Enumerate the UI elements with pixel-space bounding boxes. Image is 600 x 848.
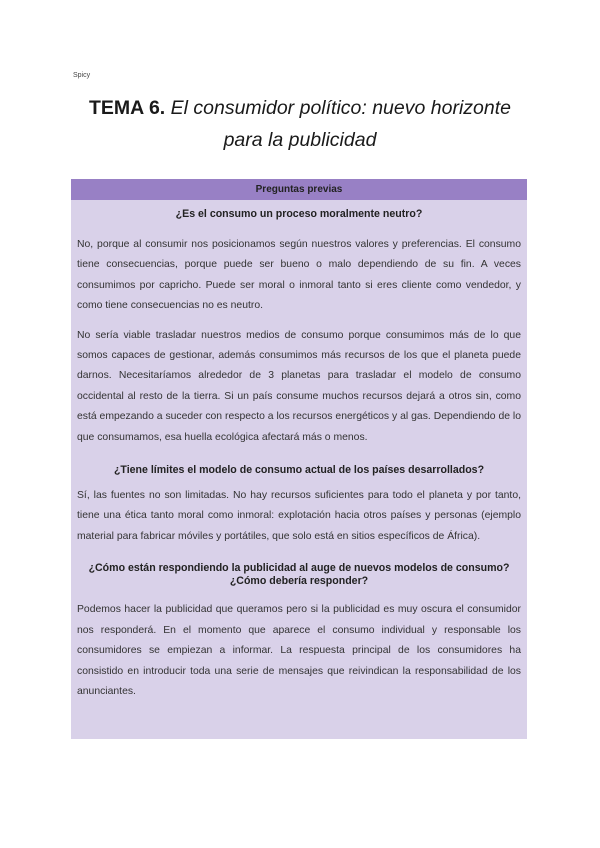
answer-paragraph-4: Podemos hacer la publicidad que queramos pero si la publicidad es muy oscura el consumidor nos responderá. En el momento que aparece el consumo individual y responsable los consumidores se empiezan a informar. La respuesta principal de los consumidores ha consistido en introducir toda una serie de mensajes que reivindican la responsabilidad de los anunciantes. [77,604,521,697]
title-text: El consumidor político: nuevo horizonte [170,97,511,119]
title-line-1 [60,92,540,124]
page-title [60,92,540,156]
question-2: ¿Tiene límites el modelo de consumo actual de los países desarrollados? [113,464,485,477]
question-3-line-1: ¿Cómo están respondiendo la publicidad al auge de nuevos modelos de consumo? [88,562,510,575]
answer-paragraph-3: Sí, las fuentes no son limitadas. No hay recursos suficientes para todo el planeta y por tanto, tiene una ética tanto moral como inmoral: explotación hacia otros países y personas (ejemplo material para fabricar móviles y portátiles, que solo está en sitios específicos de África). [77,490,521,542]
title-line-2: para la publicidad [223,129,377,151]
box-header: Preguntas previas [71,179,527,200]
question-3 [71,562,527,588]
answer-paragraph-1: No, porque al consumir nos posicionamos según nuestros valores y preferencias. El consumo tiene consecuencias, porque puede ser bueno o malo dependiendo de su fin. A veces consumimos por capricho. Puede ser moral o inmoral tanto si eres cliente como vendedor, y como tiene consecuencias no es neutro. [77,239,521,312]
question-1: ¿Es el consumo un proceso moralmente neutro? [175,208,423,220]
question-3-line-2: ¿Cómo debería responder? [229,575,369,588]
title-number: TEMA 6. [89,97,166,119]
answer-paragraph-2: No sería viable trasladar nuestros medios de consumo porque consumimos más de lo que somos capaces de gestionar, además consumimos más recursos de los que el planeta puede darnos. Necesitaríamos alrededor de 3 planetas para trasladar el modelo de consumo occidental al resto de la tierra. Si un país consume muchos recursos dejará a otros sin, como está empezando a suceder con respecto a los recursos energéticos y al gas. Dependiendo de lo que consumamos, esa huella ecológica afectará más o menos. [77,329,521,443]
brand-label: Spicy [73,72,91,79]
questions-box [71,179,527,739]
